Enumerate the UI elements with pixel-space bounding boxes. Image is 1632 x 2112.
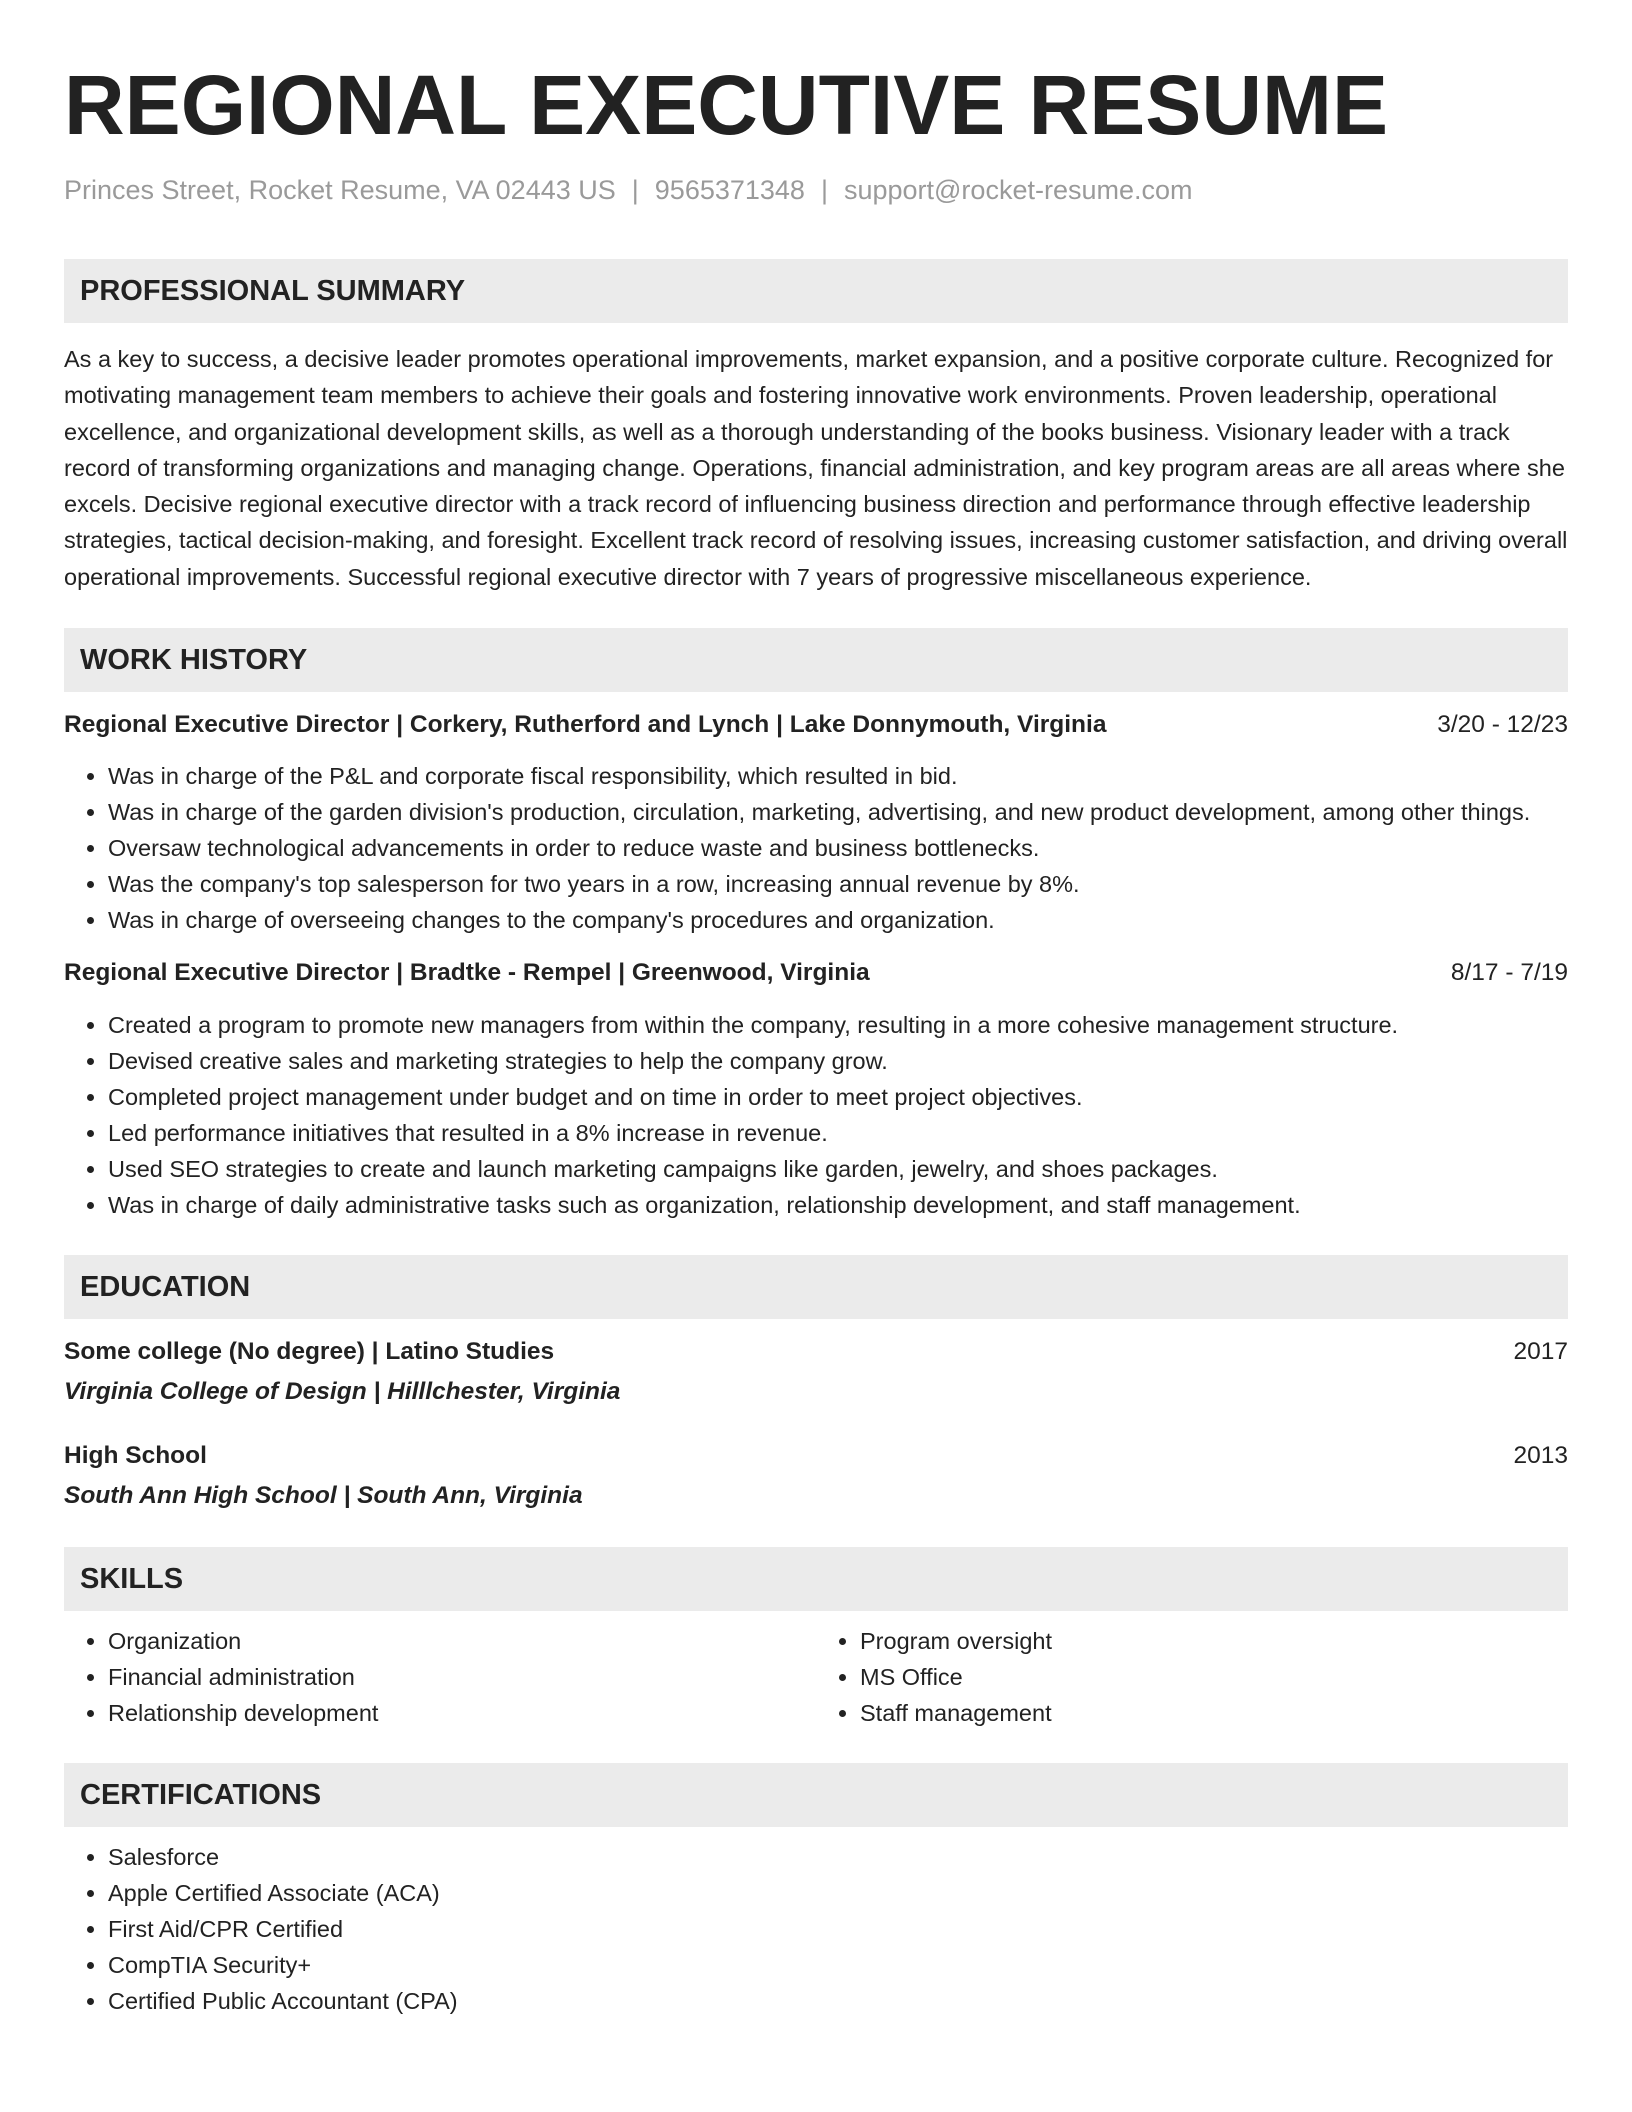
- job-dates: 3/20 - 12/23: [1437, 711, 1568, 739]
- job-entry: [64, 708, 1568, 938]
- contact-separator: |: [631, 175, 639, 205]
- job-bullet: • Was in charge of the garden division's production, circulation, marketing, advertising, and new product development, among other things.: [108, 794, 1568, 830]
- job-title: Regional Executive Director | Corkery, Rutherford and Lynch | Lake Donnymouth, Virginia: [64, 711, 1107, 739]
- education-title: Some college (No degree) | Latino Studies: [64, 1338, 555, 1366]
- skill-item: • Staff management: [860, 1695, 1568, 1731]
- skill-item: • Organization: [108, 1623, 816, 1659]
- job-header: [64, 956, 1568, 990]
- contact-line: [64, 173, 1568, 207]
- job-entry: [64, 956, 1568, 1223]
- education-year: 2017: [1513, 1338, 1568, 1366]
- education-header: [64, 1439, 1568, 1473]
- job-bullets: [64, 1007, 1568, 1223]
- resume-page: [64, 0, 1568, 2019]
- contact-address: Princes Street, Rocket Resume, VA 02443 US: [64, 175, 616, 205]
- certification-item: • Salesforce: [108, 1839, 1568, 1875]
- certification-item: • Certified Public Accountant (CPA): [108, 1983, 1568, 2019]
- certifications-list: [64, 1839, 1568, 2019]
- job-bullet: • Was in charge of the P&L and corporate fiscal responsibility, which resulted in bid.: [108, 758, 1568, 794]
- education-title: High School: [64, 1442, 207, 1470]
- job-header: [64, 708, 1568, 742]
- job-bullet: • Was in charge of daily administrative tasks such as organization, relationship development, and staff management.: [108, 1187, 1568, 1223]
- job-bullet: • Completed project management under budget and on time in order to meet project objectives.: [108, 1079, 1568, 1115]
- section-heading-skills: SKILLS: [64, 1547, 1568, 1611]
- contact-email: support@rocket-resume.com: [843, 175, 1193, 205]
- education-entry: [64, 1335, 1568, 1409]
- job-bullet: • Was the company's top salesperson for two years in a row, increasing annual revenue by 8%.: [108, 866, 1568, 902]
- certification-item: • CompTIA Security+: [108, 1947, 1568, 1983]
- education-entry: [64, 1439, 1568, 1513]
- job-dates: 8/17 - 7/19: [1450, 959, 1568, 987]
- job-bullet: • Led performance initiatives that resulted in a 8% increase in revenue.: [108, 1115, 1568, 1151]
- skills-list: [64, 1623, 1568, 1731]
- job-bullet: • Created a program to promote new managers from within the company, resulting in a more cohesive management structure.: [108, 1007, 1568, 1043]
- education-year: 2013: [1513, 1442, 1568, 1470]
- section-heading-summary: PROFESSIONAL SUMMARY: [64, 259, 1568, 323]
- contact-separator: |: [820, 175, 828, 205]
- job-bullet: • Devised creative sales and marketing strategies to help the company grow.: [108, 1043, 1568, 1079]
- skill-item: • Financial administration: [108, 1659, 816, 1695]
- contact-phone: 9565371348: [654, 175, 805, 205]
- job-title: Regional Executive Director | Bradtke - Rempel | Greenwood, Virginia: [64, 959, 870, 987]
- education-header: [64, 1335, 1568, 1369]
- job-bullet: • Oversaw technological advancements in order to reduce waste and business bottlenecks.: [108, 830, 1568, 866]
- education-school: South Ann High School | South Ann, Virginia: [64, 1482, 583, 1510]
- skills-column-right: [816, 1623, 1568, 1731]
- section-heading-work: WORK HISTORY: [64, 628, 1568, 692]
- certification-item: • First Aid/CPR Certified: [108, 1911, 1568, 1947]
- skill-item: • Relationship development: [108, 1695, 816, 1731]
- job-bullets: [64, 758, 1568, 938]
- resume-title: REGIONAL EXECUTIVE RESUME: [64, 58, 1388, 152]
- section-heading-certifications: CERTIFICATIONS: [64, 1763, 1568, 1827]
- summary-text: As a key to success, a decisive leader promotes operational improvements, market expansion, and a positive corporate culture. Recognized for motivating management team members to achieve their goals and fostering innovative work environments. Proven leadership, operational excellence, and organizational development skills, as well as a thorough understanding of the books business. Visionary leader with a track record of transforming organizations and managing change. Operations, financial administration, and key program areas are all areas where she excels. Decisive regional executive director with a track record of influencing business direction and performance through effective leadership strategies, tactical decision-making, and foresight. Excellent track record of resolving issues, increasing customer satisfaction, and driving overall operational improvements. Successful regional executive director with 7 years of progressive miscellaneous experience.: [64, 346, 1568, 590]
- skills-column-left: [64, 1623, 816, 1731]
- job-bullet: • Was in charge of overseeing changes to the company's procedures and organization.: [108, 902, 1568, 938]
- job-bullet: • Used SEO strategies to create and launch marketing campaigns like garden, jewelry, and shoes packages.: [108, 1151, 1568, 1187]
- certification-item: • Apple Certified Associate (ACA): [108, 1875, 1568, 1911]
- section-heading-education: EDUCATION: [64, 1255, 1568, 1319]
- education-school: Virginia College of Design | Hilllchester, Virginia: [64, 1378, 621, 1406]
- skill-item: • MS Office: [860, 1659, 1568, 1695]
- skill-item: • Program oversight: [860, 1623, 1568, 1659]
